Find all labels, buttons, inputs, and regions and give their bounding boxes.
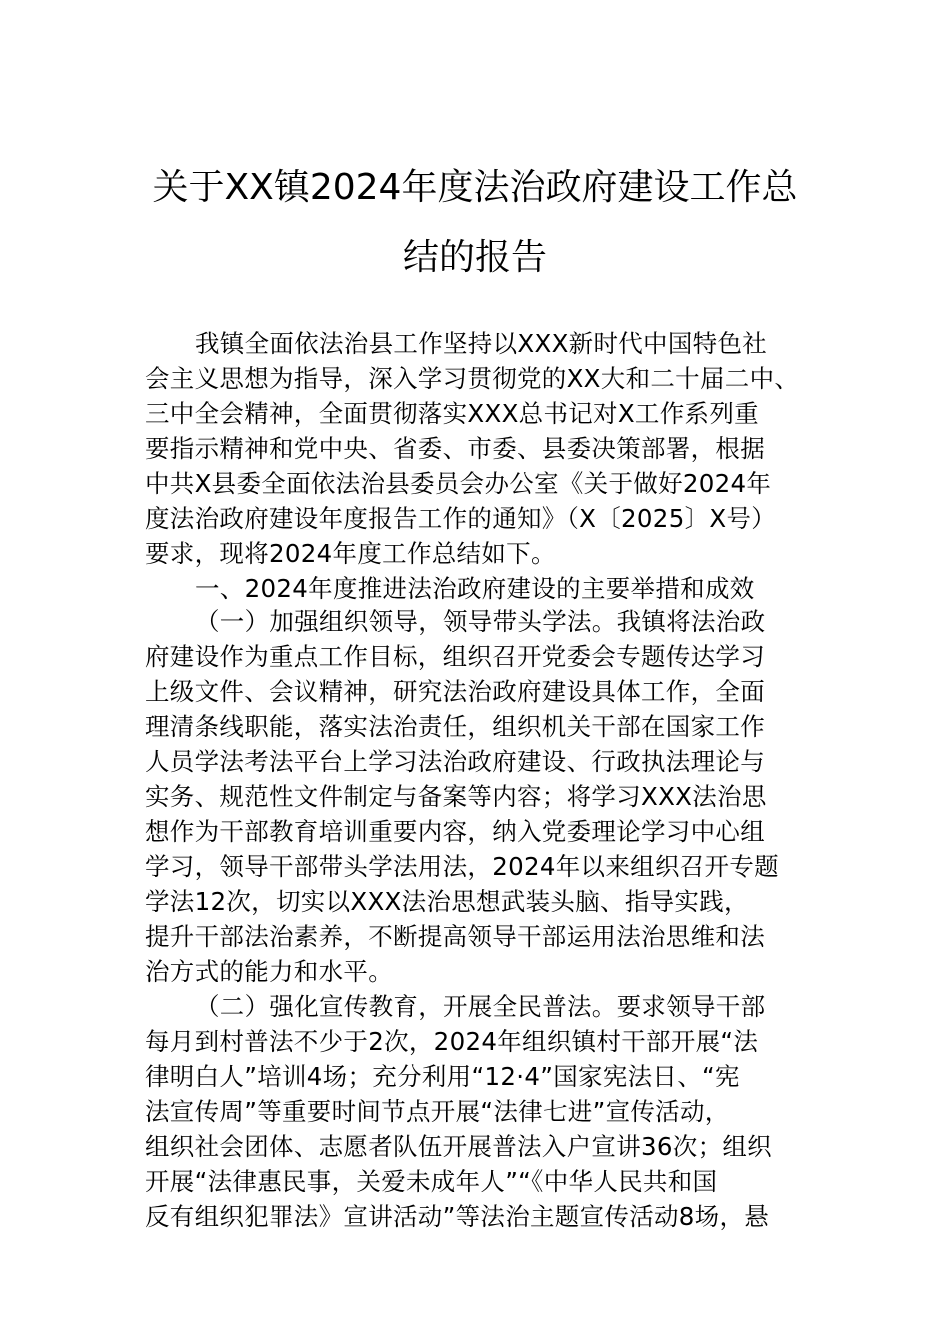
- paragraph-line: （二）强化宣传教育，开展全民普法。要求领导干部: [195, 992, 766, 1021]
- paragraph-line: 度法治政府建设年度报告工作的通知》（X〔2025〕X号）: [145, 504, 777, 533]
- paragraph-line: 律明白人”培训4场；充分利用“12·4”国家宪法日、“宪: [145, 1062, 740, 1091]
- paragraph-line: 实务、规范性文件制定与备案等内容；将学习XXX法治思: [145, 782, 767, 811]
- paragraph-line: 我镇全面依法治县工作坚持以XXX新时代中国特色社: [195, 329, 768, 358]
- paragraph-line: 想作为干部教育培训重要内容，纳入党委理论学习中心组: [145, 817, 765, 846]
- paragraph-line: 学法12次，切实以XXX法治思想武装头脑、指导实践，: [145, 887, 749, 916]
- paragraph-line: 治方式的能力和水平。: [145, 957, 393, 986]
- document-title-line-1: 关于XX镇2024年度法治政府建设工作总: [152, 167, 798, 208]
- paragraph-line: 要指示精神和党中央、省委、市委、县委决策部署，根据: [145, 434, 765, 463]
- paragraph-line: 中共X县委全面依法治县委员会办公室《关于做好2024年: [145, 469, 772, 498]
- paragraph-line: 上级文件、会议精神，研究法治政府建设具体工作，全面: [145, 677, 765, 706]
- paragraph-line: 府建设作为重点工作目标，组织召开党委会专题传达学习: [145, 642, 765, 671]
- paragraph-line: 每月到村普法不少于2次，2024年组织镇村干部开展“法: [145, 1027, 759, 1056]
- paragraph-line: 提升干部法治素养，不断提高领导干部运用法治思维和法: [145, 922, 765, 951]
- paragraph-line: 法宣传周”等重要时间节点开展“法律七进”宣传活动，: [145, 1097, 730, 1126]
- paragraph-line: 组织社会团体、志愿者队伍开展普法入户宣讲36次；组织: [145, 1132, 772, 1161]
- document-title-line-2: 结的报告: [402, 237, 547, 278]
- paragraph-line: （一）加强组织领导，领导带头学法。我镇将法治政: [195, 607, 766, 636]
- paragraph-line: 理清条线职能，落实法治责任，组织机关干部在国家工作: [145, 712, 765, 741]
- paragraph-line: 学习，领导干部带头学法用法，2024年以来组织召开专题: [145, 852, 779, 881]
- paragraph-line: 开展“法律惠民事，关爱未成年人”“《中华人民共和国: [145, 1167, 718, 1196]
- paragraph-line: 三中全会精神，全面贯彻落实XXX总书记对X工作系列重: [145, 399, 759, 428]
- section-heading: 一、2024年度推进法治政府建设的主要举措和成效: [195, 574, 755, 603]
- paragraph-line: 要求，现将2024年度工作总结如下。: [145, 539, 556, 568]
- paragraph-line: 会主义思想为指导，深入学习贯彻党的XX大和二十届二中、: [145, 364, 800, 393]
- paragraph-line: 反有组织犯罪法》宣讲活动”等法治主题宣传活动8场，悬: [145, 1202, 770, 1231]
- paragraph-line: 人员学法考法平台上学习法治政府建设、行政执法理论与: [145, 747, 765, 776]
